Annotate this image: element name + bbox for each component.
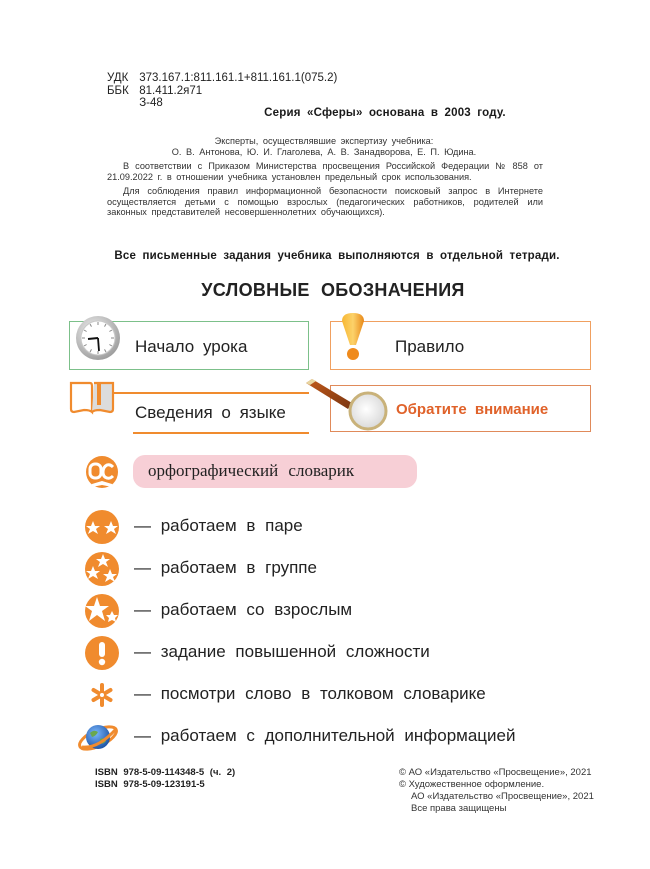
copyright-publisher: © АО «Издательство «Просвещение», 2021 <box>399 767 592 778</box>
info-bottom-line <box>133 432 309 434</box>
info-top-line <box>114 392 309 394</box>
globe-icon <box>76 719 120 755</box>
experts-block <box>107 136 541 158</box>
notebook-notice: Все письменные задания учебника выполняются в отдельной тетради. <box>114 250 560 262</box>
attention-label: Обратите внимание <box>396 401 549 418</box>
udk-value: 373.167.1:811.161.1+811.161.1(075.2) <box>139 72 338 84</box>
bbk-label: ББК <box>107 84 129 97</box>
isbn-set: ISBN 978-5-09-123191-5 <box>95 779 205 790</box>
copyright-block <box>399 767 594 815</box>
copyright-design: © Художественное оформление. <box>399 779 545 790</box>
legend-text: — посмотри слово в толковом словарике <box>134 684 486 703</box>
legend-text: — работаем со взрослым <box>134 600 353 619</box>
three-stars-icon <box>84 551 120 587</box>
asterisk-icon <box>84 677 120 713</box>
author-mark: З-48 <box>139 97 163 109</box>
isbn-part-2: ISBN 978-5-09-114348-5 (ч. 2) <box>95 767 236 778</box>
paragraph-text: Для соблюдения правил информационной безопасности поисковый запрос в Интернете осуществляется детьми с помощью взрослых (педагогических работников, родителей или законных представителей несовершеннолетних обучающихся). <box>107 186 543 218</box>
exclamation-rule-icon <box>338 311 368 363</box>
experts-title: Эксперты, осуществлявшие экспертизу учебника: <box>214 136 434 146</box>
copyright-design-owner: АО «Издательство «Просвещение», 2021 <box>411 791 594 802</box>
exclamation-circle-icon <box>84 635 120 671</box>
clock-icon <box>73 313 123 363</box>
udk-row <box>107 72 337 85</box>
open-book-icon <box>68 380 118 416</box>
legend-text: — работаем с дополнительной информацией <box>134 726 516 745</box>
bbk-row <box>107 85 337 98</box>
paragraph-text: В соответствии с Приказом Министерства просвещения Российской Федерации № 858 от 21.09.2022 г. в отношении учебника установлен предельный срок использования. <box>107 161 543 182</box>
big-small-star-icon <box>84 593 120 629</box>
series-note: Серия «Сферы» основана в 2003 году. <box>264 107 506 119</box>
isbn-block <box>95 767 235 791</box>
legend-text: — работаем в группе <box>134 558 317 577</box>
orthographic-dictionary-label: орфографический словарик <box>148 461 355 480</box>
legend-text: — задание повышенной сложности <box>134 642 430 661</box>
experts-names: О. В. Антонова, Ю. И. Глаголева, А. В. Занадворова, Е. П. Юдина. <box>171 147 477 157</box>
language-info-label: Сведения о языке <box>135 403 286 422</box>
bbk-value: 81.411.2я71 <box>139 84 203 97</box>
magnifier-icon <box>302 375 392 435</box>
udk-label: УДК <box>107 72 129 84</box>
rights-reserved: Все права защищены <box>411 803 507 814</box>
lesson-start-label: Начало урока <box>135 337 248 356</box>
internet-safety-paragraph <box>107 186 543 218</box>
dictionary-oc-icon <box>84 456 120 490</box>
legend-text: — работаем в паре <box>134 516 303 535</box>
rule-label: Правило <box>395 337 465 356</box>
catalog-codes <box>107 72 337 110</box>
two-stars-icon <box>84 509 120 545</box>
legend-heading: УСЛОВНЫЕ ОБОЗНАЧЕНИЯ <box>201 280 465 300</box>
ministry-order-paragraph <box>107 161 543 182</box>
